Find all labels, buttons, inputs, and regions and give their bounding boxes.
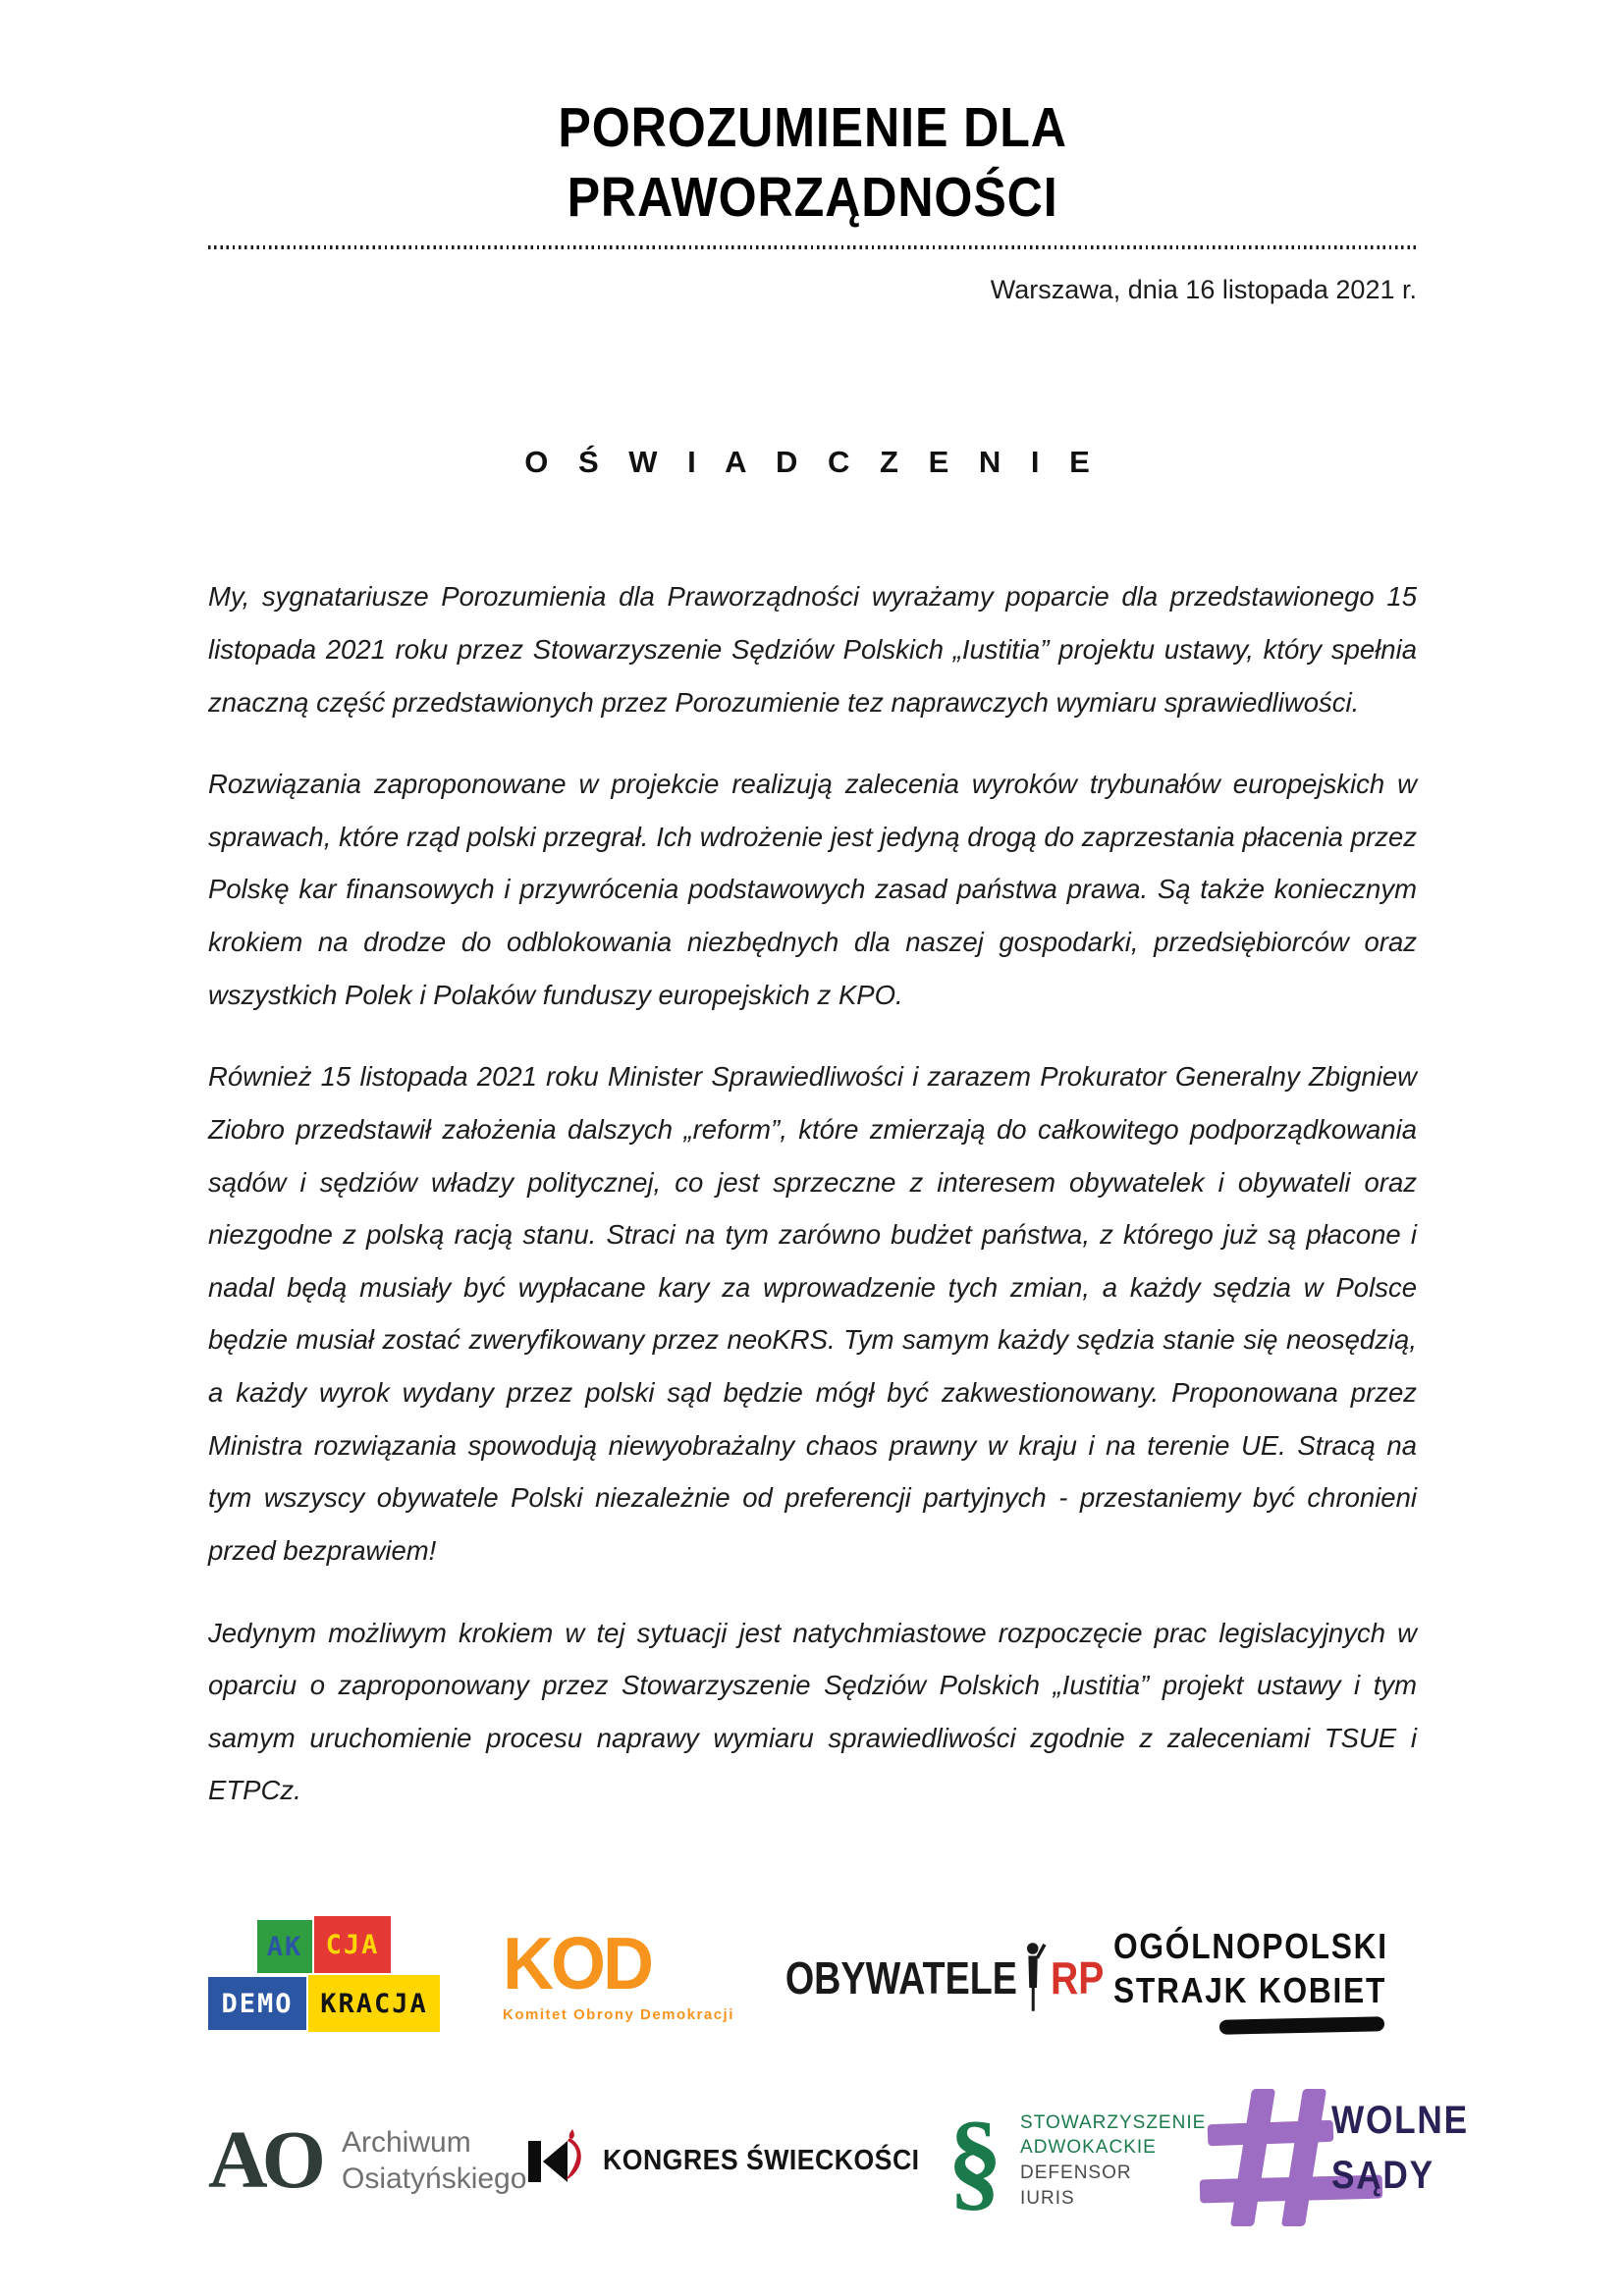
akcja-block-yellow: KRACJA [308, 1975, 440, 2032]
hash-bar-vertical-right [1281, 2089, 1326, 2226]
obywatele-rp-logo [734, 1940, 1113, 2016]
defensor-line2: ADWOKACKIE [1020, 2137, 1157, 2159]
strajk-line1: OGÓLNOPOLSKI [1112, 1925, 1388, 1966]
paragraph-symbol-icon: § [947, 2099, 1003, 2221]
kongres-swieckosci-logo [526, 2129, 947, 2192]
archiwum-text [342, 2124, 526, 2198]
signatory-logos [208, 1920, 1470, 2234]
akcja-demokracja-logo [208, 1920, 503, 2036]
dotted-divider [208, 245, 1417, 249]
defensor-text [1020, 2110, 1206, 2212]
letterhead [208, 93, 1417, 232]
wolne-sady-text [1331, 2093, 1488, 2203]
letterhead-title-line2: PRAWORZĄDNOŚCI [567, 165, 1058, 229]
paragraph-4: Jedynym możliwym krokiem w tej sytuacji jest natychmiastowe rozpoczęcie prac legislacyjnych w oparciu o zaproponowany przez Stowarzyszenie Sędziów Polskich „Iustitia” projekt ustawy i tym samym uruchomienie procesu naprawy wymiaru sprawiedliwości zgodnie z zaleceniami TSUE i ETPCz. [208, 1617, 1417, 1806]
logo-row-1 [208, 1920, 1417, 2036]
akcja-block-blue: DEMO [208, 1977, 306, 2030]
sady-line: SĄDY [1331, 2154, 1435, 2198]
archiwum-osiatynskiego-logo [208, 2114, 527, 2207]
paragraph-3: Również 15 listopada 2021 roku Minister Sprawiedliwości i zarazem Prokurator Generalny Zbigniew Ziobro przedstawił założenia dalszych „reform”, które zmierzają do całkowitego podporządkowania sądów i sędziów władzy politycznej, co jest sprzeczne z interesem obywatelek i obywateli oraz niezgodne z polską racją stanu. Straci na tym zarówno budżet państwa, z którego już są płacone i nadal będą musiały być wypłacane kary za wprowadzenie tych zmian, a każdy sędzia w Polsce będzie musiał zostać zweryfikowany przez neoKRS. Tym samym każdy sędzia stanie się neosędzią, a każdy wyrok wydany przez polski sąd będzie mógł być zakwestionowany. Proponowana przez Ministra rozwiązania spowodują niewyobrażalny chaos prawny w kraju i na terenie UE. Stracą na tym wszyscy obywatele Polski niezależnie od preferencji partyjnych - przestaniemy być chronieni przed bezprawiem! [208, 1061, 1417, 1566]
kod-logo [503, 1923, 734, 2023]
letterhead-title [558, 93, 1066, 232]
person-silhouette-icon [1019, 1940, 1049, 2016]
archiwum-line1: Archiwum [342, 2125, 471, 2159]
archiwum-line2: Osiatyńskiego [342, 2163, 527, 2196]
paragraph-2: Rozwiązania zaproponowane w projekcie realizują zalecenia wyroków trybunałów europejskich w sprawach, które rząd polski przegrał. Ich wdrożenie jest jedyną drogą do zaprzestania płacenia przez Polskę kar finansowych i przywrócenia podstawowych zasad państwa prawa. Są także koniecznym krokiem na drodze do odblokowania niezbędnych dla naszej gospodarki, przedsiębiorców oraz wszystkich Polek i Polaków funduszy europejskich z KPO. [208, 769, 1417, 1010]
defensor-iuris-logo [947, 2099, 1207, 2221]
strajk-underline-stroke [1219, 2016, 1384, 2035]
kod-acronym: KOD [503, 1923, 651, 2006]
statement-title: O Ś W I A D C Z E N I E [524, 445, 1101, 480]
hash-bar-vertical-left [1230, 2089, 1275, 2226]
statement-body [208, 570, 1417, 1817]
defensor-line1: STOWARZYSZENIE [1020, 2111, 1207, 2133]
akcja-block-red: CJA [314, 1916, 391, 1973]
wolne-sady-logo [1206, 2087, 1470, 2234]
strajk-line2: STRAJK KOBIET [1112, 1969, 1386, 2010]
paragraph-1: My, sygnatariusze Porozumienia dla Praworządności wyrażamy poparcie dla przedstawionego 15 listopada 2021 roku przez Stowarzyszenie Sędziów Polskich „Iustitia” projektu ustawy, który spełnia znaczną część przedstawionych przez Porozumienie tez naprawczych wymiaru sprawiedliwości. [208, 581, 1417, 718]
akcja-block-green: AK [257, 1920, 312, 1973]
obywatele-text: OBYWATELE [784, 1952, 1017, 2004]
strajk-kobiet-logo [1113, 1924, 1426, 2033]
kod-tagline: Komitet Obrony Demokracji [503, 2005, 734, 2023]
kongres-label: KONGRES ŚWIECKOŚCI [603, 2144, 920, 2176]
defensor-line3: DEFENSOR [1020, 2163, 1132, 2184]
logo-row-2 [208, 2087, 1470, 2234]
ao-monogram: AO [208, 2114, 320, 2207]
obywatele-rp-text: RP [1050, 1952, 1105, 2004]
wolne-line: WOLNE [1331, 2099, 1470, 2143]
letterhead-title-line1: POROZUMIENIE DLA [558, 96, 1067, 159]
kongres-k-flame-icon [526, 2129, 589, 2192]
defensor-line4: IURIS [1020, 2187, 1075, 2209]
date-line: Warszawa, dnia 16 listopada 2021 r. [990, 275, 1417, 305]
